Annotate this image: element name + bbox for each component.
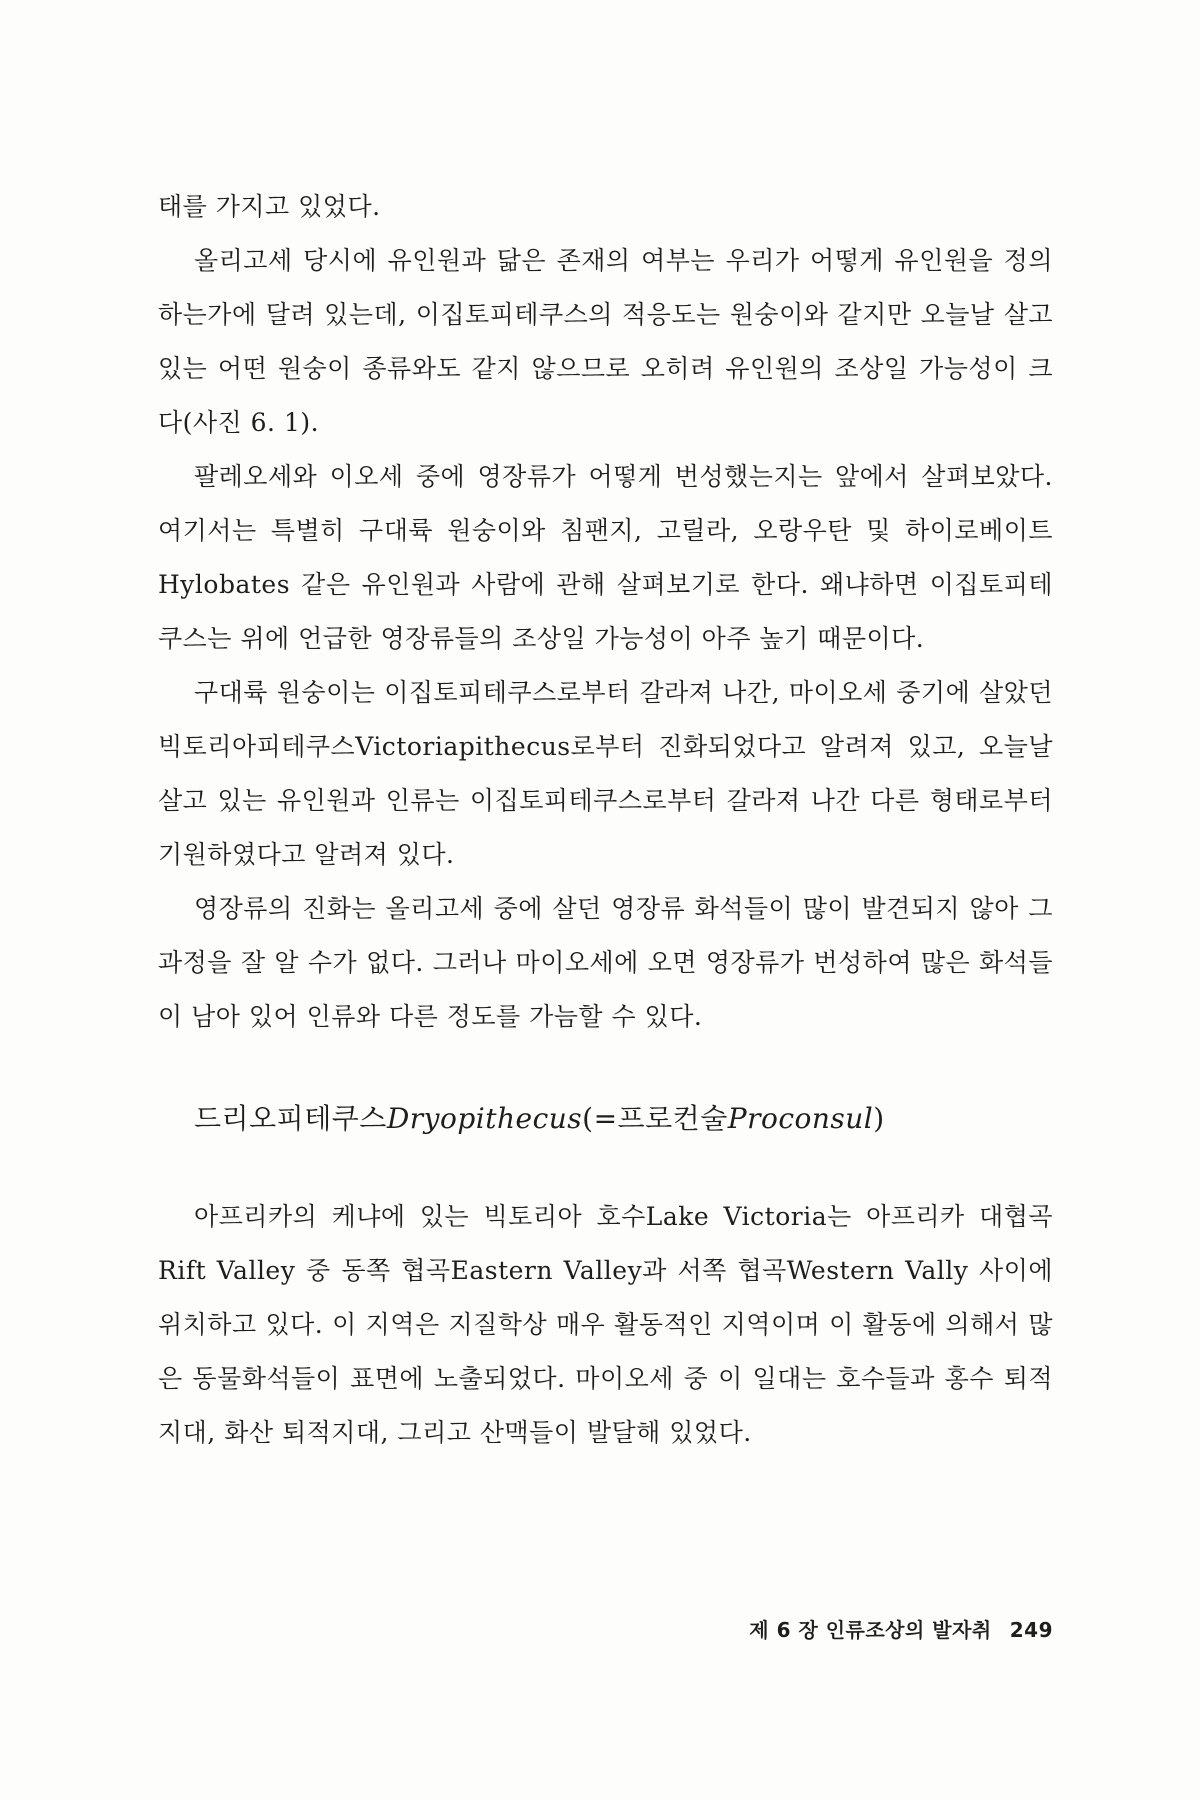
paragraph: 올리고세 당시에 유인원과 닮은 존재의 여부는 우리가 어떻게 유인원을 정의하는가에 달려 있는데, 이집토피테쿠스의 적응도는 원숭이와 같지만 오늘날 살고 있는 어떤 원숭이 종류와도 같지 않으므로 오히려 유인원의 조상일 가능성이 크다(사진 6. 1). xyxy=(158,246,1053,437)
paragraph-continuation: 태를 가지고 있었다. xyxy=(158,192,381,221)
paragraph: 팔레오세와 이오세 중에 영장류가 어떻게 번성했는지는 앞에서 살펴보았다. 여기서는 특별히 구대륙 원숭이와 침팬지, 고릴라, 오랑우탄 및 하이로베이트Hylobates 같은 유인원과 사람에 관해 살펴보기로 한다. 왜냐하면 이집토피테쿠스는 위에 언급한 영장류들의 조상일 가능성이 아주 높기 때문이다. xyxy=(158,462,1053,653)
page-footer xyxy=(700,1614,1053,1643)
heading-synonym: (=프로컨술 xyxy=(582,1102,728,1135)
heading-korean: 드리오피테쿠스 xyxy=(194,1102,387,1135)
body-text xyxy=(158,180,1053,1460)
heading-close: ) xyxy=(873,1102,885,1135)
chapter-title: 제 6 장 인류조상의 발자취 xyxy=(749,1618,992,1642)
paragraph: 아프리카의 케냐에 있는 빅토리아 호수Lake Victoria는 아프리카 대협곡Rift Valley 중 동쪽 협곡Eastern Valley과 서쪽 협곡Western Vally 사이에 위치하고 있다. 이 지역은 지질학상 매우 활동적인 지역이며 이 활동에 의해서 많은 동물화석들이 표면에 노출되었다. 마이오세 중 이 일대는 호수들과 홍수 퇴적지대, 화산 퇴적지대, 그리고 산맥들이 발달해 있었다. xyxy=(158,1202,1053,1447)
paragraph: 구대륙 원숭이는 이집토피테쿠스로부터 갈라져 나간, 마이오세 중기에 살았던 빅토리아피테쿠스Victoriapithecus로부터 진화되었다고 알려져 있고, 오늘날 살고 있는 유인원과 인류는 이집토피테쿠스로부터 갈라져 나간 다른 형태로부터 기원하였다고 알려져 있다. xyxy=(158,678,1053,869)
paragraph: 영장류의 진화는 올리고세 중에 살던 영장류 화석들이 많이 발견되지 않아 그 과정을 잘 알 수가 없다. 그러나 마이오세에 오면 영장류가 번성하여 많은 화석들이 남아 있어 인류와 다른 정도를 가늠할 수 있다. xyxy=(158,894,1053,1031)
section-heading xyxy=(194,1092,1053,1146)
page-number: 249 xyxy=(1009,1618,1053,1642)
heading-latin-name: Dryopithecus xyxy=(386,1102,583,1135)
heading-latin-synonym: Proconsul xyxy=(727,1102,874,1135)
